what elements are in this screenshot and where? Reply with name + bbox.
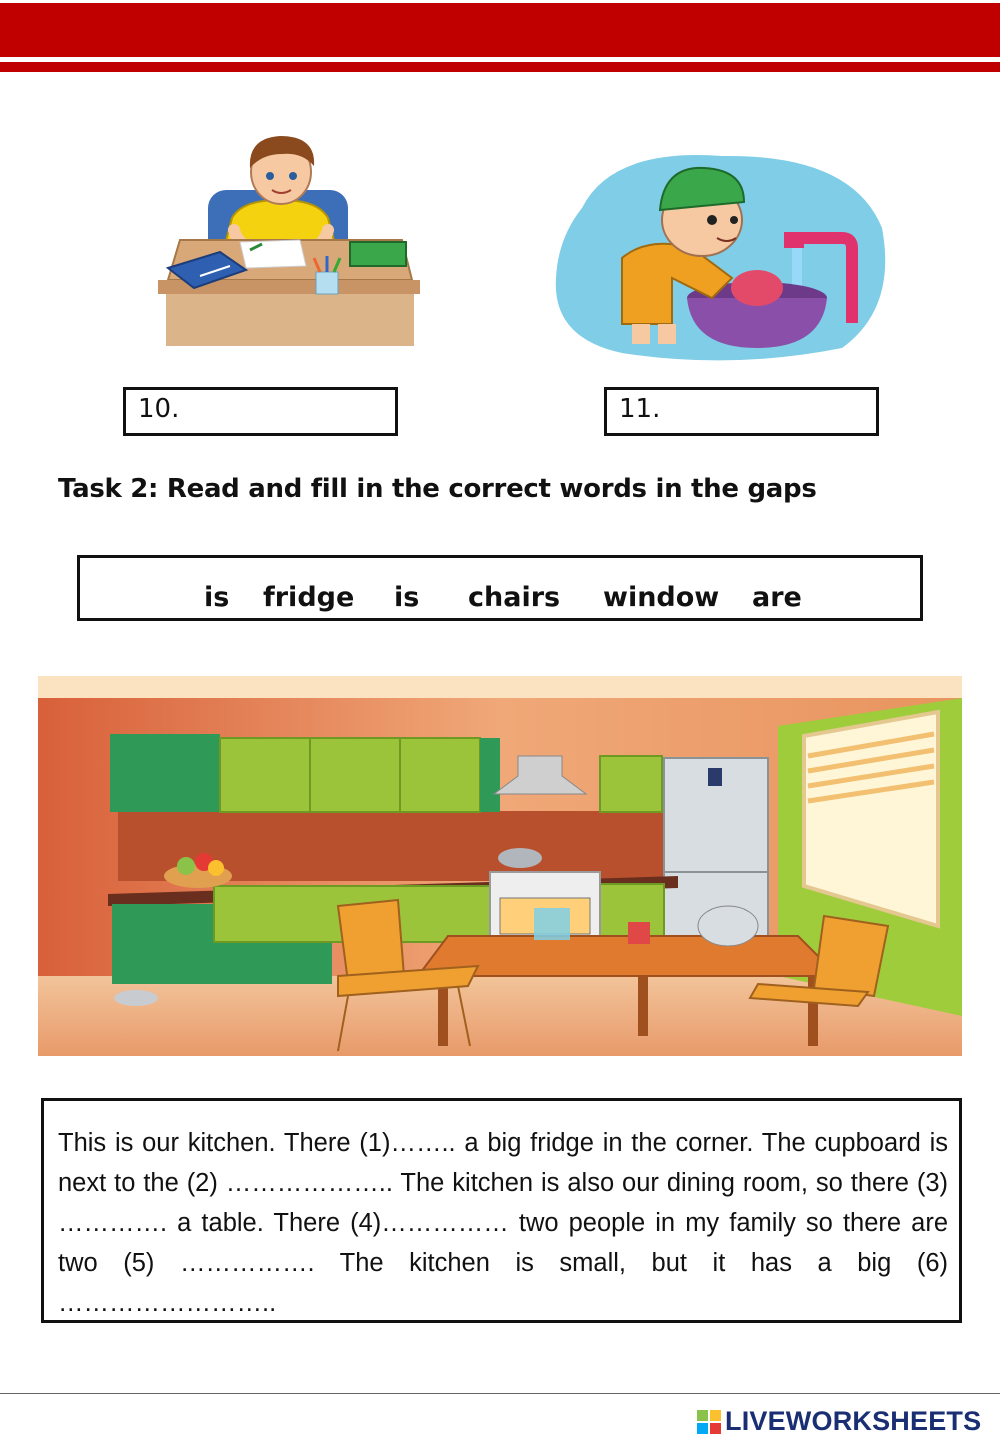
footer-rule <box>0 1393 1000 1394</box>
header-rule <box>0 62 1000 72</box>
boy-washing-illustration <box>552 148 892 368</box>
word-bank-item: are <box>752 582 802 613</box>
answer-box-number: 11. <box>619 394 661 424</box>
passage-box <box>41 1098 962 1323</box>
word-bank-item: chairs <box>468 582 561 613</box>
liveworksheets-logo-icon <box>697 1410 721 1434</box>
word-bank-item: is <box>204 582 230 613</box>
kitchen-illustration <box>38 676 962 1056</box>
word-bank-item: is <box>394 582 420 613</box>
word-bank-item: window <box>603 582 720 613</box>
boy-drawing-at-desk-illustration <box>150 130 430 355</box>
word-bank <box>77 555 923 621</box>
passage-text: This is our kitchen. There (1)…….. a big fridge in the corner. The cupboard is next to the (2) ……………….. The kitchen is also our dining room, so there (3) …………. a table. There (4)…………… two people in my family so there are two (5) ……………. The kitchen is small, but it has a big (6) …………………….. <box>58 1129 948 1317</box>
answer-box-10[interactable] <box>123 387 398 436</box>
brand-name: LIVEWORKSHEETS <box>725 1406 982 1436</box>
word-bank-item: fridge <box>263 582 355 613</box>
answer-box-number: 10. <box>138 394 180 424</box>
answer-box-11[interactable] <box>604 387 879 436</box>
task-title: Task 2: Read and fill in the correct words in the gaps <box>58 474 817 504</box>
header-bar <box>0 3 1000 57</box>
